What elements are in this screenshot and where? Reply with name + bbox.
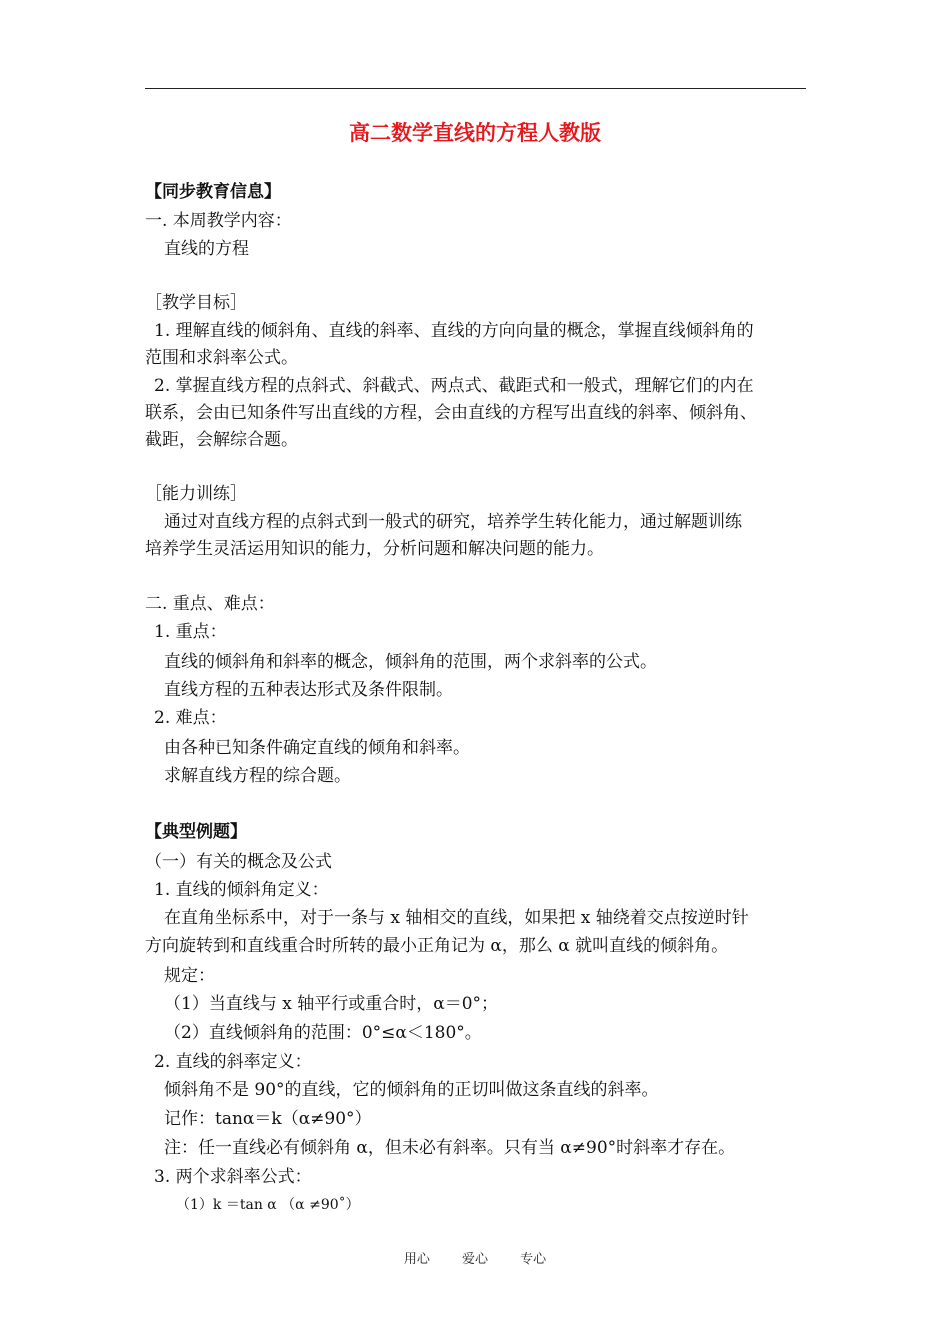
- def2-line2: 记作：tanα＝k（α≠90°）: [164, 1109, 372, 1129]
- difficulty-item2: 求解直线方程的综合题。: [164, 766, 351, 786]
- page-footer: [0, 1248, 950, 1267]
- rule-label: 规定：: [164, 966, 215, 986]
- part1-label: 一. 本周教学内容：: [145, 211, 292, 231]
- difficulty-item1: 由各种已知条件确定直线的倾角和斜率。: [164, 738, 470, 758]
- weekly-content: 直线的方程: [164, 239, 249, 259]
- goal1-line2: 范围和求斜率公式。: [145, 348, 298, 368]
- footer-item-3: 专心: [520, 1252, 547, 1267]
- section-heading-sync-info: 【同步教育信息】: [145, 182, 281, 202]
- ability-line1: 通过对直线方程的点斜式到一般式的研究，培养学生转化能力，通过解题训练: [164, 512, 742, 532]
- def2-line1: 倾斜角不是 90°的直线，它的倾斜角的正切叫做这条直线的斜率。: [164, 1080, 659, 1100]
- rule2: （2）直线倾斜角的范围：0°≤α＜180°。: [164, 1023, 482, 1043]
- document-title: 高二数学直线的方程人教版: [349, 120, 601, 145]
- difficulty-label: 2. 难点：: [154, 708, 227, 728]
- key-item2: 直线方程的五种表达形式及条件限制。: [164, 680, 453, 700]
- header-rule: [145, 88, 806, 89]
- def1-line1: 在直角坐标系中，对于一条与 x 轴相交的直线，如果把 x 轴绕着交点按逆时针: [164, 908, 749, 928]
- footer-item-1: 用心: [403, 1252, 430, 1267]
- formula1: （1）k ＝tan α （α ≠90˚）: [176, 1197, 360, 1213]
- formula-label: 3. 两个求斜率公式：: [154, 1167, 312, 1187]
- key-item1: 直线的倾斜角和斜率的概念，倾斜角的范围，两个求斜率的公式。: [164, 652, 657, 672]
- def2-note: 注：任一直线必有倾斜角 α，但未必有斜率。只有当 α≠90°时斜率才存在。: [164, 1138, 736, 1158]
- def2-label: 2. 直线的斜率定义：: [154, 1052, 312, 1072]
- section-heading-examples: 【典型例题】: [145, 822, 247, 842]
- def1-line2: 方向旋转到和直线重合时所转的最小正角记为 α，那么 α 就叫直线的倾斜角。: [145, 936, 729, 956]
- ability-line2: 培养学生灵活运用知识的能力，分析问题和解决问题的能力。: [145, 539, 604, 559]
- goal1-line1: 1. 理解直线的倾斜角、直线的斜率、直线的方向向量的概念，掌握直线倾斜角的: [154, 321, 754, 341]
- ability-heading: ［能力训练］: [145, 484, 247, 504]
- footer-item-2: 爱心: [461, 1252, 488, 1267]
- key-label: 1. 重点：: [154, 622, 227, 642]
- goals-heading: ［教学目标］: [145, 293, 247, 313]
- goal2-line2: 联系，会由已知条件写出直线的方程，会由直线的方程写出直线的斜率、倾斜角、: [145, 403, 757, 423]
- rule1: （1）当直线与 x 轴平行或重合时，α＝0°；: [164, 994, 499, 1014]
- def1-label: 1. 直线的倾斜角定义：: [154, 880, 329, 900]
- subsection-concepts: （一）有关的概念及公式: [145, 852, 332, 872]
- goal2-line1: 2. 掌握直线方程的点斜式、斜截式、两点式、截距式和一般式，理解它们的内在: [154, 376, 754, 396]
- part2-label: 二. 重点、难点：: [145, 594, 275, 614]
- goal2-line3: 截距，会解综合题。: [145, 430, 298, 450]
